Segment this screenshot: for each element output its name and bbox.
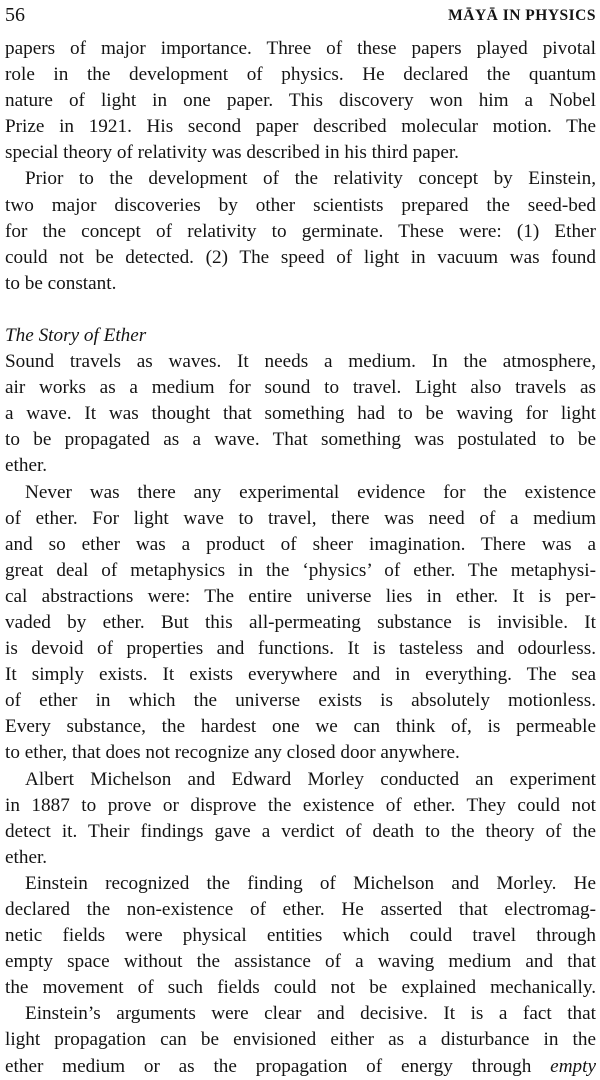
- text-line: Sound travels as waves. It needs a medium. In the atmosphere,: [5, 351, 596, 373]
- text-line: cal abstractions were: The entire universe lies in ether. It is per-: [5, 585, 596, 607]
- text-line: of ether in which the universe exists is absolutely motionless.: [5, 690, 596, 712]
- book-page: [5, 0, 596, 1077]
- emphasized-word: empty: [550, 1055, 596, 1077]
- text-line: two major discoveries by other scientists prepared the seed-bed: [5, 194, 596, 216]
- text-line: Prior to the development of the relativity concept by Einstein,: [25, 168, 596, 190]
- text-line: nature of light in one paper. This discovery won him a Nobel: [5, 90, 596, 112]
- text-line: the movement of such fields could not be explained mechanically.: [5, 977, 596, 999]
- text-line: air works as a medium for sound to travel. Light also travels as: [5, 377, 596, 399]
- running-title: MĀYĀ IN PHYSICS: [448, 7, 596, 24]
- text-line: a wave. It was thought that something had to be waving for light: [5, 403, 596, 425]
- text-line: Albert Michelson and Edward Morley conducted an experiment: [25, 768, 596, 790]
- section-heading: The Story of Ether: [5, 324, 147, 346]
- text-line: special theory of relativity was described in his third paper.: [5, 142, 459, 164]
- text-line: papers of major importance. Three of these papers played pivotal: [5, 38, 596, 59]
- text-line: could not be detected. (2) The speed of light in vacuum was found: [5, 246, 596, 268]
- text-segment: ether medium or as the propagation of energy through: [5, 1055, 532, 1077]
- text-line: in 1887 to prove or disprove the existence of ether. They could not: [5, 794, 596, 816]
- text-line: is devoid of properties and functions. It is tasteless and odourless.: [5, 638, 596, 660]
- text-line: empty space without the assistance of a waving medium and that: [5, 951, 596, 973]
- text-line: light propagation can be envisioned either as a disturbance in the: [5, 1029, 596, 1051]
- text-line: Einstein’s arguments were clear and decisive. It is a fact that: [25, 1003, 596, 1025]
- section: [5, 323, 596, 480]
- text-line: ether.: [5, 455, 48, 477]
- text-line: netic fields were physical entities which could travel through: [5, 925, 596, 947]
- text-line: [5, 1054, 596, 1080]
- paragraph: [5, 166, 596, 296]
- page-number: 56: [5, 4, 25, 26]
- text-line: and so ether was a product of sheer imagination. There was a: [5, 533, 596, 555]
- page-header: [5, 0, 596, 36]
- text-line: declared the non-existence of ether. He asserted that electromag-: [5, 899, 596, 920]
- paragraph: [5, 480, 596, 767]
- paragraph: [5, 36, 596, 166]
- text-line: ether.: [5, 846, 48, 868]
- text-line: to be propagated as a wave. That something was postulated to be: [5, 429, 596, 451]
- text-line: vaded by ether. But this all-permeating substance is invisible. It: [5, 611, 596, 633]
- text-line: to ether, that does not recognize any closed door anywhere.: [5, 742, 460, 764]
- text-line: to be constant.: [5, 272, 117, 294]
- section-gap: [5, 297, 596, 323]
- text-line: role in the development of physics. He declared the quantum: [5, 64, 596, 86]
- text-line: detect it. Their findings gave a verdict of death to the theory of the: [5, 820, 596, 842]
- paragraph: [5, 1001, 596, 1079]
- text-line: Never was there any experimental evidence for the existence: [25, 481, 596, 503]
- text-line: It simply exists. It exists everywhere and in everything. The sea: [5, 664, 596, 686]
- text-line: of ether. For light wave to travel, there was need of a medium: [5, 507, 596, 529]
- text-line: for the concept of relativity to germinate. These were: (1) Ether: [5, 220, 596, 242]
- text-line: Prize in 1921. His second paper described molecular motion. The: [5, 116, 596, 138]
- text-line: great deal of metaphysics in the ‘physics’ of ether. The metaphysi-: [5, 559, 596, 581]
- text-line: Einstein recognized the finding of Michelson and Morley. He: [25, 872, 596, 894]
- paragraph: [5, 871, 596, 1001]
- text-line: Every substance, the hardest one we can think of, is permeable: [5, 716, 596, 738]
- paragraph: [5, 767, 596, 871]
